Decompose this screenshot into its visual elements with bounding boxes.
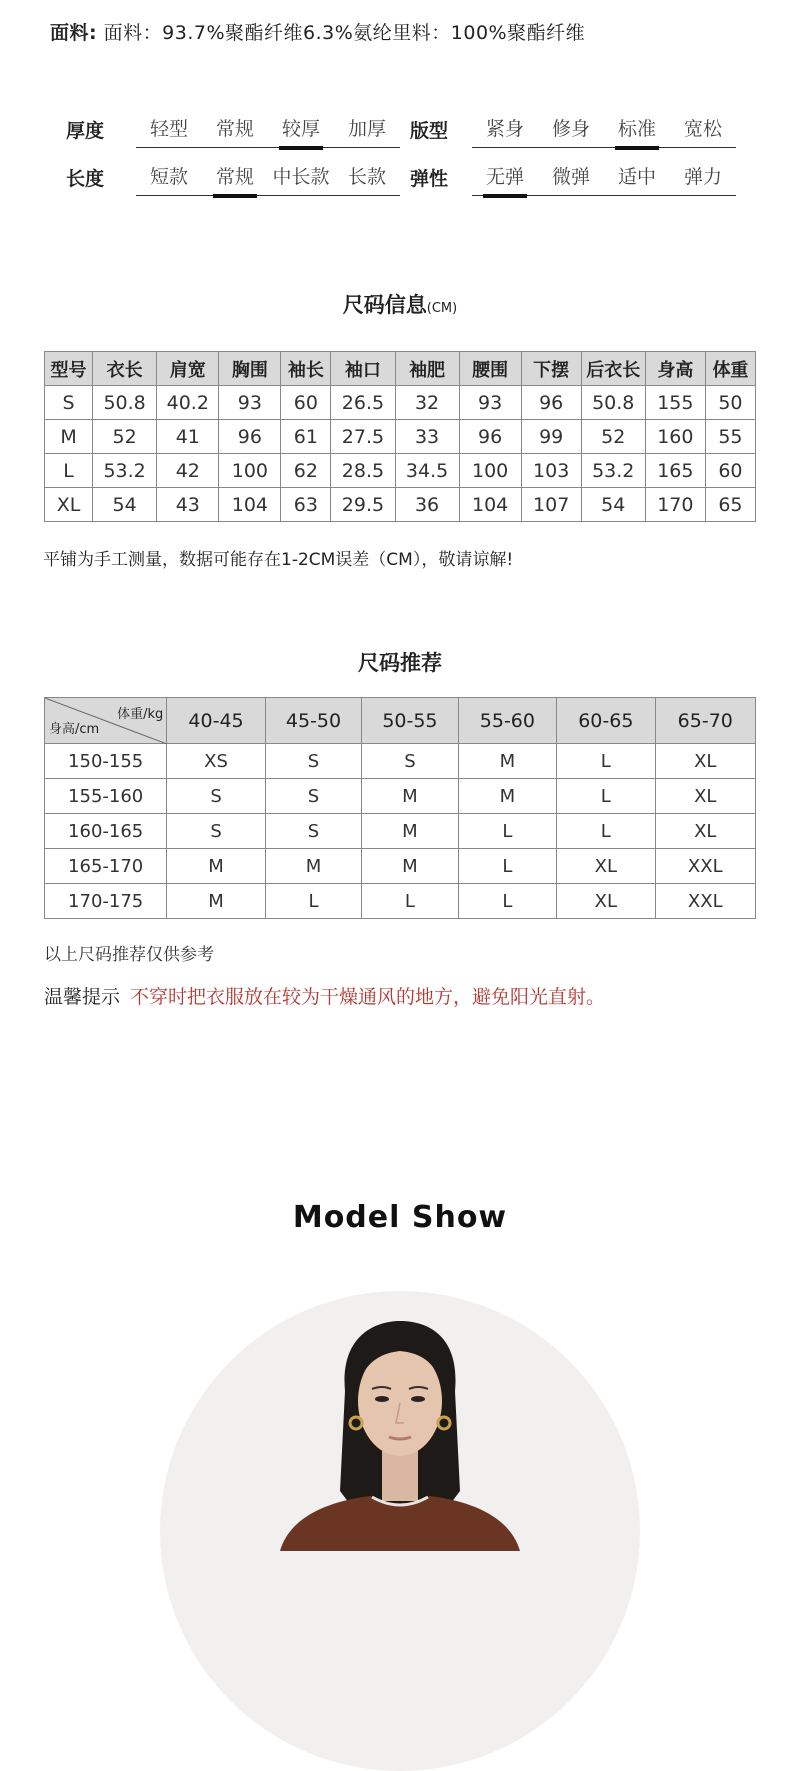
size-value-cell: 104 xyxy=(219,488,281,522)
recommended-size-cell: L xyxy=(458,884,556,919)
recommend-header-row xyxy=(45,698,756,744)
model-illustration xyxy=(160,1291,640,1551)
care-tip-label: 温馨提示 xyxy=(44,986,121,1008)
size-header-cell: 后衣长 xyxy=(581,352,645,386)
thickness-options xyxy=(136,114,400,148)
fit-option: 宽松 xyxy=(683,118,722,140)
size-value-cell: 36 xyxy=(395,488,459,522)
size-value-cell: 29.5 xyxy=(331,488,395,522)
fit-options xyxy=(472,114,736,148)
size-value-cell: 53.2 xyxy=(93,454,157,488)
size-info-unit: (CM) xyxy=(426,301,458,316)
recommended-size-cell: L xyxy=(458,814,556,849)
size-value-cell: 103 xyxy=(521,454,581,488)
size-value-cell: 50 xyxy=(705,386,755,420)
size-header-cell: 肩宽 xyxy=(157,352,219,386)
recommended-size-cell: L xyxy=(458,849,556,884)
size-value-cell: 96 xyxy=(521,386,581,420)
size-value-cell: 32 xyxy=(395,386,459,420)
size-value-cell: 165 xyxy=(645,454,705,488)
corner-weight-label: 体重/kg xyxy=(117,707,164,722)
measure-note: 平铺为手工测量，数据可能存在1-2CM误差（CM），敬请谅解! xyxy=(43,550,514,570)
size-value-cell: 33 xyxy=(395,420,459,454)
recommended-size-cell: S xyxy=(265,814,361,849)
fit-option-selected: 标准 xyxy=(604,114,670,147)
size-header-cell: 胸围 xyxy=(219,352,281,386)
recommended-size-cell: M xyxy=(458,744,556,779)
elasticity-option: 微弹 xyxy=(551,166,590,188)
elasticity-option: 弹力 xyxy=(683,166,722,188)
recommend-corner-cell xyxy=(45,698,167,744)
size-value-cell: 96 xyxy=(219,420,281,454)
fabric-text: 面料：93.7%聚酯纤维6.3%氨纶里料：100%聚酯纤维 xyxy=(103,22,586,44)
fit-option: 紧身 xyxy=(485,118,524,140)
elasticity-label: 弹性 xyxy=(410,168,449,190)
size-header-cell: 体重 xyxy=(705,352,755,386)
height-range-cell: 170-175 xyxy=(45,884,167,919)
size-recommend-table xyxy=(44,697,756,919)
size-label-cell: XL xyxy=(45,488,93,522)
weight-header-cell: 40-45 xyxy=(167,698,265,744)
size-header-cell: 袖口 xyxy=(331,352,395,386)
care-tip-text: 不穿时把衣服放在较为干燥通风的地方，避免阳光直射。 xyxy=(130,986,606,1008)
recommended-size-cell: M xyxy=(265,849,361,884)
fabric-line xyxy=(50,18,585,45)
weight-header-cell: 55-60 xyxy=(458,698,556,744)
thickness-option: 加厚 xyxy=(347,118,386,140)
recommended-size-cell: S xyxy=(362,744,458,779)
corner-height-label: 身高/cm xyxy=(49,722,100,737)
thickness-option-selected: 较厚 xyxy=(268,114,334,147)
weight-header-cell: 65-70 xyxy=(655,698,755,744)
size-label-cell: S xyxy=(45,386,93,420)
recommended-size-cell: XXL xyxy=(655,884,755,919)
recommended-size-cell: L xyxy=(557,779,655,814)
size-header-cell: 型号 xyxy=(45,352,93,386)
elasticity-options xyxy=(472,162,736,196)
size-value-cell: 53.2 xyxy=(581,454,645,488)
size-recommend-title: 尺码推荐 xyxy=(358,651,442,675)
recommend-row xyxy=(45,884,756,919)
care-tip xyxy=(44,982,605,1009)
size-value-cell: 52 xyxy=(581,420,645,454)
size-header-cell: 下摆 xyxy=(521,352,581,386)
length-label: 长度 xyxy=(66,168,105,190)
thickness-option: 轻型 xyxy=(149,118,188,140)
weight-header-cell: 45-50 xyxy=(265,698,361,744)
size-row xyxy=(45,454,756,488)
length-option: 短款 xyxy=(149,166,188,188)
size-value-cell: 155 xyxy=(645,386,705,420)
recommended-size-cell: XXL xyxy=(655,849,755,884)
size-info-title xyxy=(0,289,800,319)
recommended-size-cell: L xyxy=(557,814,655,849)
size-value-cell: 100 xyxy=(459,454,521,488)
size-value-cell: 54 xyxy=(581,488,645,522)
size-label-cell: M xyxy=(45,420,93,454)
length-option-selected: 常规 xyxy=(202,162,268,195)
fit-label: 版型 xyxy=(410,120,449,142)
size-row xyxy=(45,386,756,420)
recommended-size-cell: XL xyxy=(655,814,755,849)
size-value-cell: 63 xyxy=(281,488,331,522)
length-option: 中长款 xyxy=(272,166,330,188)
recommended-size-cell: XL xyxy=(557,849,655,884)
size-value-cell: 96 xyxy=(459,420,521,454)
height-range-cell: 165-170 xyxy=(45,849,167,884)
recommended-size-cell: L xyxy=(557,744,655,779)
size-value-cell: 160 xyxy=(645,420,705,454)
fabric-label: 面料: xyxy=(50,22,98,44)
recommended-size-cell: M xyxy=(167,849,265,884)
size-value-cell: 54 xyxy=(93,488,157,522)
size-row xyxy=(45,488,756,522)
recommended-size-cell: S xyxy=(265,779,361,814)
size-value-cell: 65 xyxy=(705,488,755,522)
recommended-size-cell: S xyxy=(167,779,265,814)
size-value-cell: 52 xyxy=(93,420,157,454)
size-label-cell: L xyxy=(45,454,93,488)
size-value-cell: 43 xyxy=(157,488,219,522)
recommended-size-cell: XS xyxy=(167,744,265,779)
size-header-row xyxy=(45,352,756,386)
size-value-cell: 50.8 xyxy=(93,386,157,420)
size-value-cell: 104 xyxy=(459,488,521,522)
weight-header-cell: 50-55 xyxy=(362,698,458,744)
fit-option: 修身 xyxy=(551,118,590,140)
recommended-size-cell: L xyxy=(265,884,361,919)
size-value-cell: 99 xyxy=(521,420,581,454)
size-info-table xyxy=(44,351,756,522)
recommended-size-cell: M xyxy=(362,849,458,884)
size-value-cell: 40.2 xyxy=(157,386,219,420)
recommended-size-cell: XL xyxy=(655,779,755,814)
size-value-cell: 41 xyxy=(157,420,219,454)
model-photo xyxy=(160,1291,640,1771)
recommended-size-cell: XL xyxy=(655,744,755,779)
size-value-cell: 62 xyxy=(281,454,331,488)
size-value-cell: 93 xyxy=(459,386,521,420)
size-header-cell: 袖肥 xyxy=(395,352,459,386)
height-range-cell: 150-155 xyxy=(45,744,167,779)
size-value-cell: 26.5 xyxy=(331,386,395,420)
size-value-cell: 55 xyxy=(705,420,755,454)
size-value-cell: 100 xyxy=(219,454,281,488)
size-value-cell: 27.5 xyxy=(331,420,395,454)
size-value-cell: 93 xyxy=(219,386,281,420)
recommended-size-cell: L xyxy=(362,884,458,919)
size-header-cell: 腰围 xyxy=(459,352,521,386)
recommended-size-cell: M xyxy=(167,884,265,919)
weight-header-cell: 60-65 xyxy=(557,698,655,744)
recommend-row xyxy=(45,744,756,779)
size-value-cell: 60 xyxy=(705,454,755,488)
height-range-cell: 160-165 xyxy=(45,814,167,849)
size-value-cell: 60 xyxy=(281,386,331,420)
recommended-size-cell: S xyxy=(265,744,361,779)
size-value-cell: 28.5 xyxy=(331,454,395,488)
size-value-cell: 61 xyxy=(281,420,331,454)
recommended-size-cell: S xyxy=(167,814,265,849)
size-info-title-text: 尺码信息 xyxy=(342,293,427,317)
thickness-label: 厚度 xyxy=(66,120,105,142)
recommend-row xyxy=(45,779,756,814)
length-options xyxy=(136,162,400,196)
thickness-option: 常规 xyxy=(215,118,254,140)
recommended-size-cell: M xyxy=(362,779,458,814)
model-show-title: Model Show xyxy=(292,1200,508,1235)
recommend-row xyxy=(45,814,756,849)
height-range-cell: 155-160 xyxy=(45,779,167,814)
recommended-size-cell: M xyxy=(362,814,458,849)
size-value-cell: 42 xyxy=(157,454,219,488)
size-row xyxy=(45,420,756,454)
recommend-row xyxy=(45,849,756,884)
length-option: 长款 xyxy=(347,166,386,188)
recommend-note: 以上尺码推荐仅供参考 xyxy=(44,945,214,965)
size-header-cell: 衣长 xyxy=(93,352,157,386)
elasticity-option: 适中 xyxy=(617,166,656,188)
size-value-cell: 170 xyxy=(645,488,705,522)
size-value-cell: 50.8 xyxy=(581,386,645,420)
size-header-cell: 身高 xyxy=(645,352,705,386)
recommended-size-cell: M xyxy=(458,779,556,814)
elasticity-option-selected: 无弹 xyxy=(472,162,538,195)
recommended-size-cell: XL xyxy=(557,884,655,919)
size-header-cell: 袖长 xyxy=(281,352,331,386)
size-value-cell: 107 xyxy=(521,488,581,522)
size-value-cell: 34.5 xyxy=(395,454,459,488)
